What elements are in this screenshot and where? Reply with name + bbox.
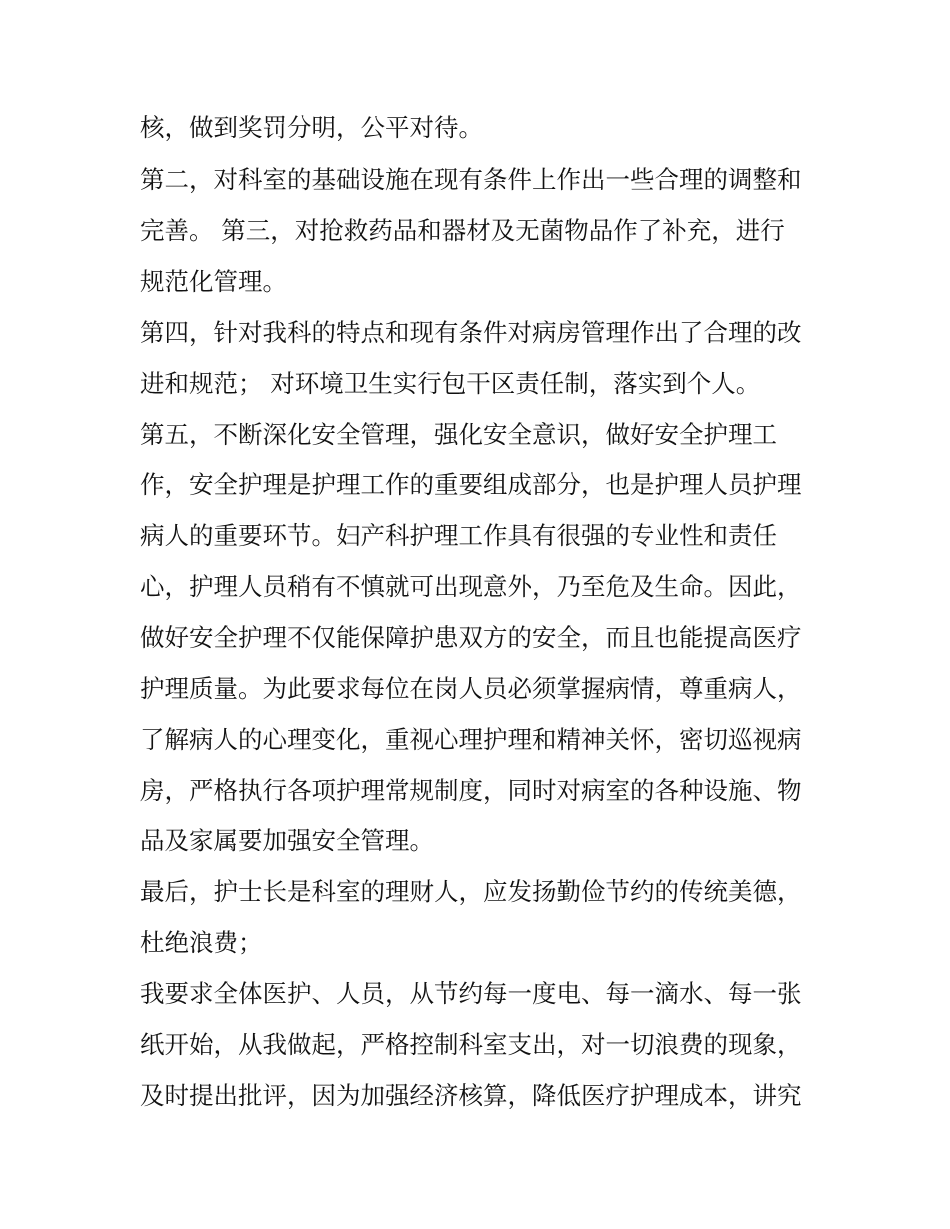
text-line: 我要求全体医护、人员，从节约每一度电、每一滴水、每一张 (140, 979, 802, 1008)
text-line: 病人的重要环节。妇产科护理工作具有很强的专业性和责任 (140, 521, 777, 550)
text-line: 纸开始，从我做起，严格控制科室支出，对一切浪费的现象， (140, 1030, 802, 1059)
text-line: 最后，护士长是科室的理财人，应发扬勤俭节约的传统美德， (140, 877, 802, 906)
text-line: 房，严格执行各项护理常规制度，同时对病室的各种设施、物 (140, 776, 802, 805)
text-line: 第二，对科室的基础设施在现有条件上作出一些合理的调整和 (140, 165, 802, 194)
text-line: 规范化管理。 (140, 267, 287, 296)
text-line: 及时提出批评，因为加强经济核算，降低医疗护理成本，讲究 (140, 1081, 802, 1110)
text-line: 进和规范； 对环境卫生实行包干区责任制，落实到个人。 (140, 369, 761, 398)
text-line: 护理质量。为此要求每位在岗人员必须掌握病情，尊重病人， (140, 674, 802, 703)
text-line: 完善。 第三，对抢救药品和器材及无菌物品作了补充，进行 (140, 216, 785, 245)
text-line: 了解病人的心理变化，重视心理护理和精神关怀，密切巡视病 (140, 725, 802, 754)
text-line: 第四，针对我科的特点和现有条件对病房管理作出了合理的改 (140, 318, 802, 347)
text-line: 做好安全护理不仅能保障护患双方的安全，而且也能提高医疗 (140, 623, 802, 652)
text-line: 杜绝浪费； (140, 928, 263, 957)
text-line: 核，做到奖罚分明，公平对待。 (140, 113, 483, 142)
text-line: 第五，不断深化安全管理，强化安全意识，做好安全护理工 (140, 420, 777, 449)
text-line: 心，护理人员稍有不慎就可出现意外，乃至危及生命。因此， (140, 572, 802, 601)
text-line: 作，安全护理是护理工作的重要组成部分，也是护理人员护理 (140, 470, 802, 499)
text-line: 品及家属要加强安全管理。 (140, 826, 434, 855)
